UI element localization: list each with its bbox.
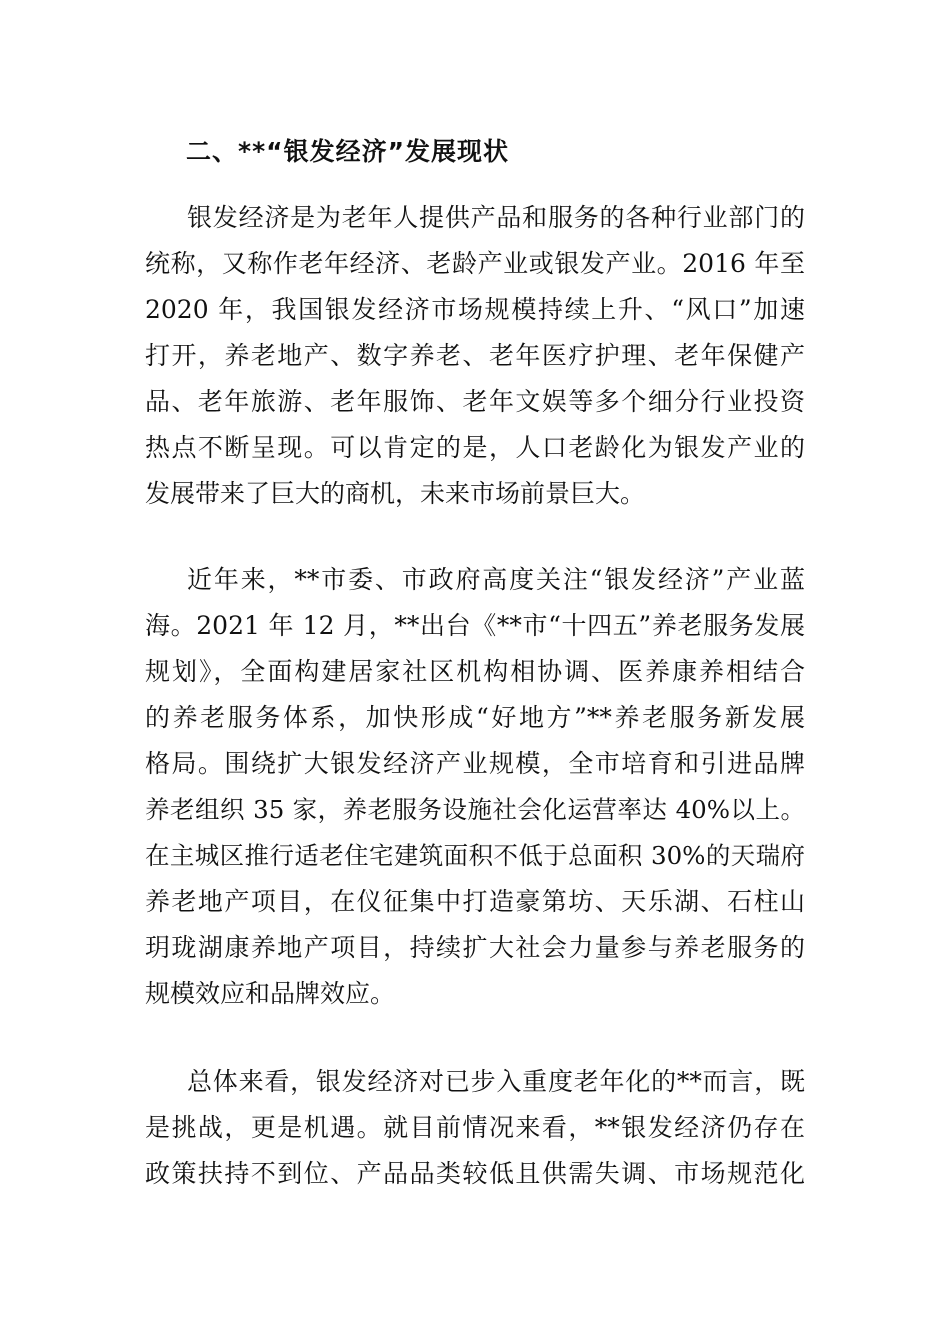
- text-line: 总体来看，银发经济对已步入重度老年化的**而言，既: [187, 1067, 805, 1096]
- text-line: 打开，养老地产、数字养老、老年医疗护理、老年保健产: [145, 341, 805, 370]
- text-line: 规模效应和品牌效应。: [145, 979, 396, 1008]
- text-line: 养老组织 35 家，养老服务设施社会化运营率达 40%以上。: [145, 795, 805, 824]
- text-line: 的养老服务体系，加快形成“好地方”**养老服务新发展: [145, 703, 805, 732]
- text-line: 热点不断呈现。可以肯定的是，人口老龄化为银发产业的: [145, 433, 805, 462]
- text-line: 2020 年，我国银发经济市场规模持续上升、“风口”加速: [145, 295, 805, 324]
- text-line: 格局。围绕扩大银发经济产业规模，全市培育和引进品牌: [145, 749, 805, 778]
- text-line: 在主城区推行适老住宅建筑面积不低于总面积 30%的天瑞府: [145, 841, 805, 870]
- text-line: 品、老年旅游、老年服饰、老年文娱等多个细分行业投资: [145, 387, 805, 416]
- text-line: 发展带来了巨大的商机，未来市场前景巨大。: [145, 479, 646, 508]
- text-line: 银发经济是为老年人提供产品和服务的各种行业部门的: [187, 203, 805, 232]
- text-line: 统称，又称作老年经济、老龄产业或银发产业。2016 年至: [145, 249, 805, 278]
- text-line: 海。2021 年 12 月，**出台《**市“十四五”养老服务发展: [145, 611, 805, 640]
- text-line: 规划》，全面构建居家社区机构相协调、医养康养相结合: [145, 657, 805, 686]
- text-line: 政策扶持不到位、产品品类较低且供需失调、市场规范化: [145, 1159, 805, 1188]
- text-line: 是挑战，更是机遇。就目前情况来看，**银发经济仍存在: [145, 1113, 805, 1142]
- paragraph-local-policy: [145, 557, 805, 1017]
- text-line: 养老地产项目，在仪征集中打造豪第坊、天乐湖、石柱山: [145, 887, 805, 916]
- paragraph-silver-economy-definition: [145, 195, 805, 517]
- paragraph-challenges: [145, 1059, 805, 1197]
- section-heading: 二、**“银发经济”发展现状: [186, 137, 510, 166]
- text-line: 近年来，**市委、市政府高度关注“银发经济”产业蓝: [187, 565, 805, 594]
- text-line: 玥珑湖康养地产项目，持续扩大社会力量参与养老服务的: [145, 933, 805, 962]
